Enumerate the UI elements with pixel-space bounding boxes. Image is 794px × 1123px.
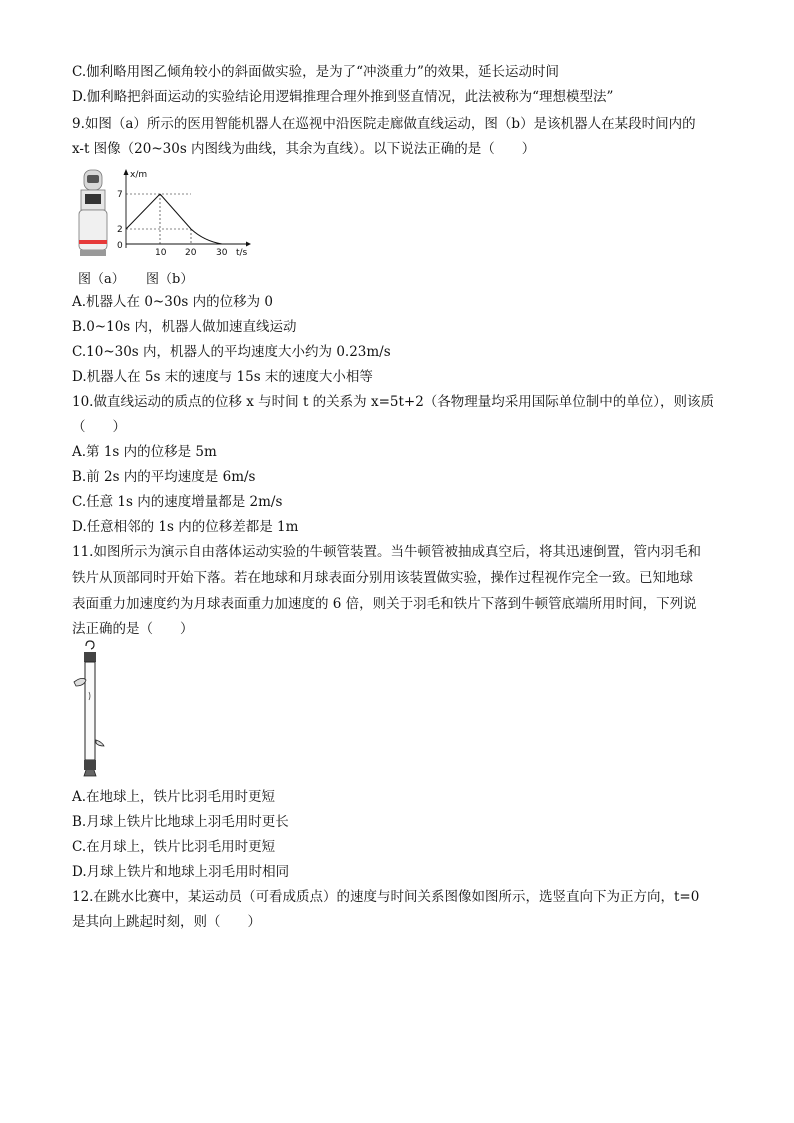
question-11-stem-2: 铁片从顶部同时开始下落。若在地球和月球表面分别用该装置做实验，操作过程视作完全一致。已知地球	[72, 570, 693, 586]
caption-b: 图（b）	[146, 272, 194, 287]
q9-option-a: A.机器人在 0~30s 内的位移为 0	[72, 294, 274, 310]
line-0-10	[126, 194, 160, 229]
x-axis-arrow	[246, 242, 251, 247]
question-11-stem-4: 法正确的是（ ）	[72, 621, 194, 637]
q11-option-b: B.月球上铁片比地球上羽毛用时更长	[72, 814, 289, 830]
q9-option-c: C.10~30s 内，机器人的平均速度大小约为 0.23m/s	[72, 344, 391, 360]
y-tick-2: 2	[117, 225, 123, 235]
x-tick-10: 10	[155, 248, 167, 258]
x-axis-label: t/s	[236, 248, 248, 258]
line-10-20	[160, 194, 191, 229]
y-tick-0: 0	[117, 241, 123, 251]
newton-tube-image	[70, 640, 110, 782]
x-tick-30: 30	[216, 248, 228, 258]
q11-option-c: C.在月球上，铁片比羽毛用时更短	[72, 839, 276, 855]
y-axis-arrow	[124, 169, 129, 175]
caption-a: 图（a）	[78, 272, 125, 287]
x-t-graph	[116, 166, 256, 262]
q9-option-d: D.机器人在 5s 末的速度与 15s 末的速度大小相等	[72, 369, 373, 385]
text-line-d-option: D.伽利略把斜面运动的实验结论用逻辑推理合理外推到竖直情况，此法被称为“理想模型法”	[72, 89, 614, 105]
text-line-c-option: C.伽利略用图乙倾角较小的斜面做实验，是为了“冲淡重力”的效果，延长运动时间	[72, 64, 559, 80]
question-9-stem: 9.如图（a）所示的医用智能机器人在巡视中沿医院走廊做直线运动，图（b）是该机器人在某段时间内的	[72, 116, 696, 132]
curve-20-30	[191, 229, 222, 244]
q11-option-d: D.月球上铁片和地球上羽毛用时相同	[72, 864, 290, 880]
question-11-stem-3: 表面重力加速度约为月球表面重力加速度的 6 倍，则关于羽毛和铁片下落到牛顿管底端所用时间，下列说	[72, 596, 697, 612]
q10-option-b: B.前 2s 内的平均速度是 6m/s	[72, 469, 256, 485]
q10-option-c: C.任意 1s 内的速度增量都是 2m/s	[72, 494, 283, 510]
question-12-stem-2: 是其向上跳起时刻，则（ ）	[72, 914, 261, 930]
y-tick-7: 7	[117, 190, 123, 200]
question-11-stem: 11.如图所示为演示自由落体运动实验的牛顿管装置。当牛顿管被抽成真空后，将其迅速倒置，管内羽毛和	[72, 544, 701, 560]
q11-option-a: A.在地球上，铁片比羽毛用时更短	[72, 789, 276, 805]
x-tick-20: 20	[185, 248, 197, 258]
question-10-blank: （ ）	[72, 419, 126, 435]
q9-option-b: B.0~10s 内，机器人做加速直线运动	[72, 319, 297, 335]
q10-option-d: D.任意相邻的 1s 内的位移差都是 1m	[72, 519, 299, 535]
q10-option-a: A.第 1s 内的位移是 5m	[72, 444, 217, 460]
y-axis-label: x/m	[130, 170, 148, 180]
question-9-stem-cont: x-t 图像（20~30s 内图线为曲线，其余为直线）。以下说法正确的是（ ）	[72, 141, 536, 157]
robot-image	[76, 168, 110, 258]
question-12-stem: 12.在跳水比赛中，某运动员（可看成质点）的速度与时间关系图像如图所示，选竖直向下为正方向，t=0	[72, 889, 700, 905]
question-10-stem: 10.做直线运动的质点的位移 x 与时间 t 的关系为 x=5t+2（各物理量均采用国际单位制中的单位），则该质	[72, 394, 715, 410]
